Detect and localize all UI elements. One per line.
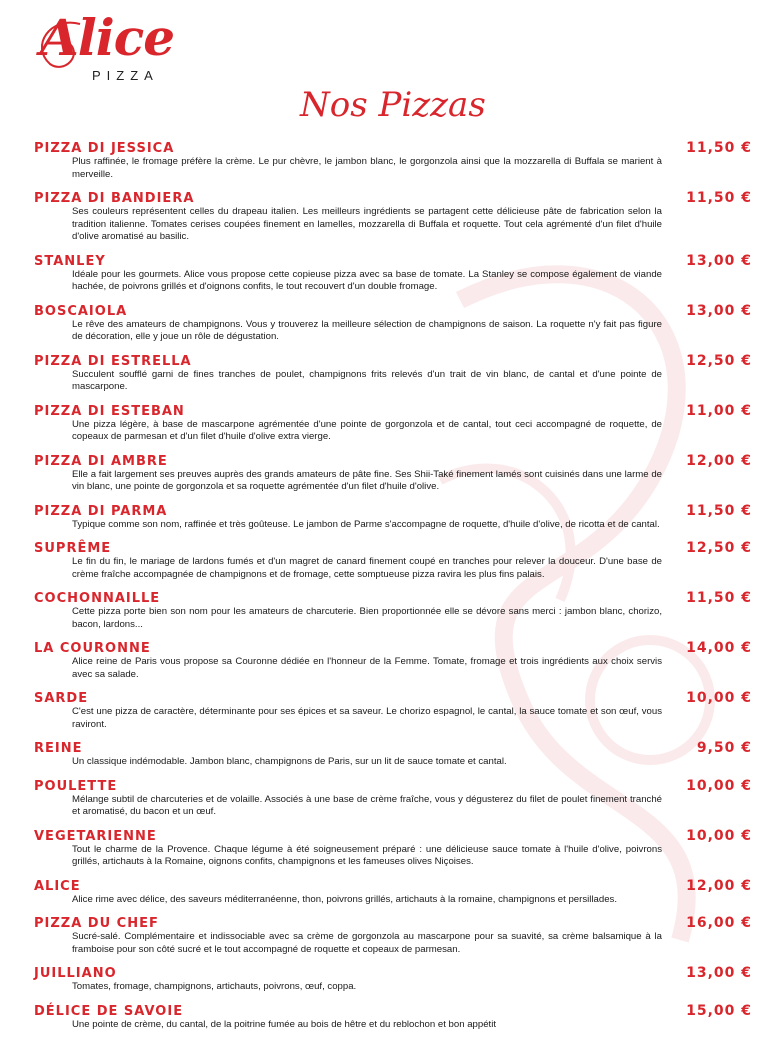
menu-item — [34, 190, 752, 244]
menu-item-header — [34, 828, 752, 844]
menu-item — [34, 1003, 752, 1032]
menu-item-description: Ses couleurs représentent celles du drapeau italien. Les meilleurs ingrédients se partagent cette délicieuse pâte de fabrication selon la tradition italienne. Tomates cerises coupées finement en lamelles, mozzarella di Buffala et roquette. Tout cela agrémenté d'un filet d'huile d'olive aromatisé au basilic. — [72, 206, 662, 242]
menu-item-price: 9,50 € — [696, 740, 752, 756]
menu-item-description: Alice rime avec délice, des saveurs méditerranéenne, thon, poivrons grillés, artichauts à la romaine, champignons et persillades. — [72, 893, 617, 905]
menu-item-price: 14,00 € — [686, 640, 752, 656]
menu-item — [34, 503, 752, 532]
menu-item-header — [34, 453, 752, 469]
menu-item-price: 11,00 € — [686, 402, 752, 419]
menu-item-description: Tomates, fromage, champignons, artichauts, poivrons, œuf, coppa. — [72, 981, 357, 992]
menu-item-name: ALICE — [34, 878, 81, 894]
menu-item-price: 12,00 € — [686, 877, 752, 894]
menu-item — [34, 915, 752, 956]
menu-item-description: Cette pizza porte bien son nom pour les amateurs de charcuterie. Bien proportionnée elle se dévore sans merci : jambon blanc, chorizo, bacon, lardons... — [72, 606, 662, 630]
menu-item-header — [34, 640, 752, 656]
menu-item-price: 10,00 € — [686, 827, 752, 844]
menu-item-description: Le rêve des amateurs de champignons. Vous y trouverez la meilleure sélection de champignons de saison. La roquette n'y fait pas figure de décoration, elle y joue un rôle de dégustation. — [72, 318, 662, 342]
menu-item-description: Tout le charme de la Provence. Chaque légume à été soigneusement préparé : une délicieuse sauce tomate à l'huile d'olive, poivrons grillés, artichauts à la Romaine, oignons confits, champignons et les fameuses olives Niçoises. — [72, 843, 662, 867]
menu-item — [34, 353, 752, 394]
menu-item-name: VEGETARIENNE — [34, 828, 157, 844]
menu-item-price: 13,00 € — [686, 252, 752, 269]
menu-item — [34, 640, 752, 681]
menu-item-price: 12,50 € — [686, 352, 752, 369]
menu-item-name: PIZZA DI ESTEBAN — [34, 403, 185, 419]
menu-item-description: Plus raffinée, le fromage préfère la crème. Le pur chèvre, le jambon blanc, le gorgonzola ainsi que la mozzarella di Buffala se marient à merveille. — [72, 156, 662, 180]
menu-item-header — [34, 1003, 752, 1019]
menu-item-header — [34, 140, 752, 156]
menu-item-price: 16,00 € — [686, 915, 752, 931]
menu-item-header — [34, 690, 752, 706]
logo-subtitle: PIZZA — [92, 68, 159, 83]
menu-item-name: STANLEY — [34, 253, 106, 269]
menu-item-name: REINE — [34, 741, 83, 756]
menu-item-header — [34, 190, 752, 206]
menu-item-name: PIZZA DI AMBRE — [34, 453, 168, 469]
menu-item-price: 10,00 € — [686, 690, 752, 706]
menu-item-description: Alice reine de Paris vous propose sa Couronne dédiée en l'honneur de la Femme. Tomate, fromage et trois ingrédients aux choix servis avec sa salade. — [72, 656, 662, 680]
menu-item-header — [34, 403, 752, 419]
menu-item — [34, 540, 752, 581]
menu-item-description: Elle a fait largement ses preuves auprès des grands amateurs de pâte fine. Ses Shii-Také finement lamés sont cuisinés dans une larme de vin blanc, une pointe de gorgonzola et sa roquette agrémentée d'un filet d'huile d'olive. — [72, 468, 662, 492]
menu-item-name: JUILLIANO — [34, 966, 117, 981]
pizza-menu — [34, 140, 752, 1040]
menu-item — [34, 253, 752, 294]
menu-item-price: 13,00 € — [686, 302, 752, 319]
brand-logo — [30, 6, 200, 88]
menu-item-name: SUPRÊME — [34, 541, 112, 556]
menu-item-description: Succulent soufflé garni de fines tranches de poulet, champignons frits relevés d'un trait de vin blanc, de cantal et d'une pointe de mascarpone. — [72, 368, 662, 392]
menu-item-header — [34, 503, 752, 519]
menu-item-name: PIZZA DI PARMA — [34, 503, 168, 519]
menu-item-price: 12,50 € — [686, 540, 752, 556]
menu-item-name: COCHONNAILLE — [34, 591, 161, 606]
menu-item — [34, 303, 752, 344]
menu-item-name: SARDE — [34, 691, 89, 706]
menu-item — [34, 778, 752, 819]
menu-item-price: 11,50 € — [686, 190, 752, 206]
menu-item-header — [34, 303, 752, 319]
menu-item-name: POULETTE — [34, 778, 118, 794]
menu-item-header — [34, 590, 752, 606]
menu-item — [34, 453, 752, 494]
menu-item-header — [34, 540, 752, 556]
menu-item-header — [34, 965, 752, 981]
menu-item-price: 10,00 € — [686, 777, 752, 794]
menu-item-description: Mélange subtil de charcuteries et de volaille. Associés à une base de crème fraîche, vous y dégusterez du filet de poulet finement tranché et aromatisé, du bacon et un œuf. — [72, 793, 662, 817]
menu-item-name: DÉLICE DE SAVOIE — [34, 1003, 184, 1019]
menu-item-price: 11,50 € — [686, 140, 752, 156]
menu-item-description: C'est une pizza de caractère, déterminante pour ses épices et sa saveur. Le chorizo espagnol, le cantal, la sauce tomate et son œuf, vous raviront. — [72, 706, 662, 730]
menu-item-price: 15,00 € — [686, 1002, 752, 1019]
menu-item — [34, 140, 752, 181]
menu-item-price: 12,00 € — [686, 452, 752, 469]
menu-item-name: BOSCAIOLA — [34, 303, 128, 319]
menu-item-description: Idéale pour les gourmets. Alice vous propose cette copieuse pizza avec sa base de tomate. La Stanley se compose également de viande hachée, de poivrons grillés et d'oignons confits, le tout recouvert d'un double fromage. — [72, 268, 662, 292]
menu-item-price: 11,50 € — [686, 502, 752, 519]
menu-item-description: Sucré-salé. Complémentaire et indissociable avec sa crème de gorgonzola au mascarpone pour sa suavité, sa crème balsamique à la framboise pour son côté sucré et le tout accompagné de roquette et copeaux de parmesan. — [72, 931, 662, 955]
menu-item-description: Typique comme son nom, raffinée et très goûteuse. Le jambon de Parme s'accompagne de roquette, d'huile d'olive, de ricotta et de cantal. — [72, 518, 660, 530]
menu-item-description: Un classique indémodable. Jambon blanc, champignons de Paris, sur un lit de sauce tomate et cantal. — [72, 756, 507, 767]
menu-item-header — [34, 878, 752, 894]
menu-item-price: 11,50 € — [686, 590, 752, 606]
menu-item-name: PIZZA DI JESSICA — [34, 141, 175, 156]
menu-item — [34, 828, 752, 869]
menu-item — [34, 965, 752, 994]
page-title: Nos Pizzas — [300, 85, 486, 125]
menu-item-header — [34, 915, 752, 931]
menu-item-name: PIZZA DI BANDIERA — [34, 191, 195, 206]
menu-item — [34, 740, 752, 769]
menu-item-header — [34, 778, 752, 794]
menu-item-header — [34, 253, 752, 269]
menu-item — [34, 590, 752, 631]
menu-item — [34, 403, 752, 444]
menu-item — [34, 690, 752, 731]
menu-item-price: 13,00 € — [686, 965, 752, 981]
menu-item-name: PIZZA DI ESTRELLA — [34, 353, 192, 369]
menu-item-name: LA COURONNE — [34, 641, 151, 656]
menu-item-description: Le fin du fin, le mariage de lardons fumés et d'un magret de canard finement coupé en tranches pour relever la douceur. D'une base de crème fraîche accompagnée de champignons et de fromage, cette somptueuse pizza ravira les plus fins palais. — [72, 556, 662, 580]
menu-item — [34, 878, 752, 907]
menu-item-header — [34, 740, 752, 756]
menu-item-description: Une pointe de crème, du cantal, de la poitrine fumée au bois de hêtre et du reblochon et bon appétit — [72, 1018, 497, 1030]
menu-item-header — [34, 353, 752, 369]
menu-item-description: Une pizza légère, à base de mascarpone agrémentée d'une pointe de gorgonzola et de cantal, tout ceci accompagné de roquette, de copeaux de parmesan et d'un filet d'huile d'olive extra vierge. — [72, 418, 662, 442]
menu-item-name: PIZZA DU CHEF — [34, 916, 159, 931]
logo-name: Alice — [40, 8, 175, 67]
